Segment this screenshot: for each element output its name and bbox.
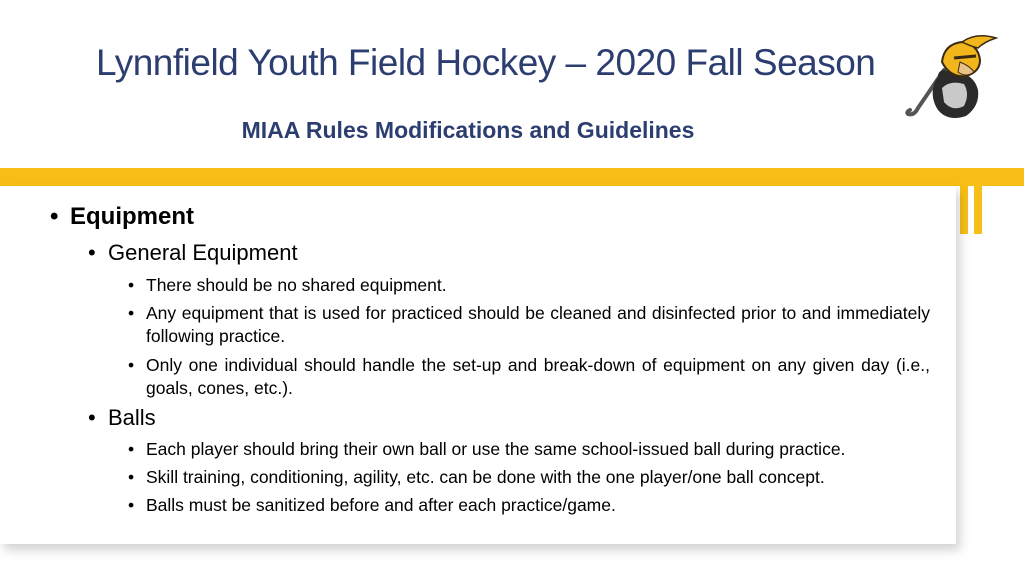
subheading-general-equipment: • General Equipment bbox=[88, 240, 298, 265]
list-item: • Each player should bring their own ball or use the same school-issued ball during practice. bbox=[128, 439, 846, 459]
bullet: • bbox=[88, 240, 96, 265]
page-title: Lynnfield Youth Field Hockey – 2020 Fall Season bbox=[96, 42, 876, 83]
bullet: • bbox=[128, 495, 135, 515]
bullet: • bbox=[128, 355, 135, 375]
bullet: • bbox=[88, 405, 96, 430]
bullet: • bbox=[50, 203, 59, 230]
list-item: • Any equipment that is used for practiced should be cleaned and disinfected prior to and immediately following practice. bbox=[128, 303, 930, 346]
section-heading-equipment: • Equipment bbox=[50, 203, 194, 230]
subheading-balls: • Balls bbox=[88, 405, 156, 430]
page-subtitle: MIAA Rules Modifications and Guidelines bbox=[241, 117, 695, 143]
list-item: • There should be no shared equipment. bbox=[128, 275, 447, 295]
accent-bar-horizontal bbox=[0, 168, 1024, 186]
bullet: • bbox=[128, 303, 135, 323]
bullet: • bbox=[128, 467, 135, 487]
bullet: • bbox=[128, 439, 135, 459]
bullet: • bbox=[128, 275, 135, 295]
accent-bar-vertical bbox=[960, 168, 968, 234]
list-item: • Only one individual should handle the set-up and break-down of equipment on any given day (i.e., goals, cones, etc.). bbox=[128, 355, 930, 398]
list-item: • Skill training, conditioning, agility, etc. can be done with the one player/one ball concept. bbox=[128, 467, 825, 487]
knight-mascot-logo-icon bbox=[904, 32, 1000, 128]
list-item: • Balls must be sanitized before and after each practice/game. bbox=[128, 495, 616, 515]
accent-bar-vertical bbox=[974, 168, 982, 234]
